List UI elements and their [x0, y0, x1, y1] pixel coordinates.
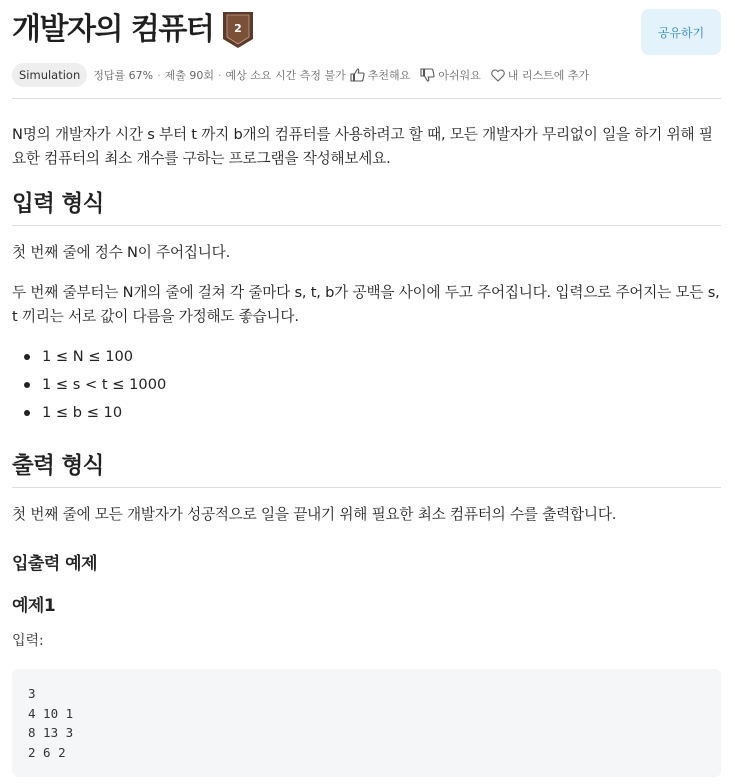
- category-tag[interactable]: Simulation: [12, 63, 87, 87]
- constraints-list: [12, 343, 721, 427]
- add-to-list-label: 내 리스트에 추가: [507, 69, 590, 82]
- title-row: [12, 10, 255, 50]
- add-to-list-button[interactable]: [491, 67, 589, 83]
- examples-heading: 입출력 예제: [12, 554, 98, 574]
- like-label: 추천해요: [367, 69, 411, 82]
- input-format-line2: 두 번째 줄부터는 N개의 줄에 걸쳐 각 줄마다 s, t, b가 공백을 사이에 두고 주어집니다. 입력으로 주어지는 모든 s, t 끼리는 서로 값이 다름을 가정해도 좋습니다.: [12, 284, 720, 325]
- dislike-button[interactable]: [420, 67, 481, 83]
- problem-description: N명의 개발자가 시간 s 부터 t 까지 b개의 컴퓨터를 사용하려고 할 때, 모든 개발자가 무리없이 일을 하기 위해 필요한 컴퓨터의 최소 개수를 구하는 프로그램을 작성해보세요.: [12, 126, 713, 167]
- header-divider: [12, 98, 721, 99]
- tier-badge: [221, 10, 255, 50]
- example1-input-code[interactable]: 3 4 10 1 8 13 3 2 6 2: [12, 669, 721, 777]
- tier-badge-icon: [221, 10, 255, 50]
- input-format-heading: 입력 형식: [12, 189, 721, 226]
- tier-number: 2: [234, 22, 243, 35]
- input-format-line1: 첫 번째 줄에 정수 N이 주어집니다.: [12, 244, 231, 261]
- meta-separator: ·: [217, 68, 222, 82]
- problem-header: [12, 0, 721, 62]
- share-button[interactable]: 공유하기: [641, 9, 721, 55]
- constraint-item: 1 ≤ N ≤ 100: [42, 343, 721, 371]
- constraint-item: 1 ≤ b ≤ 10: [42, 399, 721, 427]
- like-button[interactable]: [350, 67, 411, 83]
- accuracy-rate: 정답률 67%: [93, 69, 154, 82]
- time-estimate: 예상 소요 시간 측정 불가: [225, 69, 346, 82]
- submission-count: 제출 90회: [164, 69, 214, 82]
- meta-separator: ·: [157, 68, 161, 82]
- problem-meta: [12, 62, 721, 88]
- heart-icon: [491, 69, 505, 82]
- thumbs-down-icon: [420, 68, 435, 82]
- dislike-label: 아쉬워요: [438, 69, 481, 82]
- thumbs-up-icon: [350, 68, 365, 82]
- output-format-text: 첫 번째 줄에 모든 개발자가 성공적으로 일을 끝내기 위해 필요한 최소 컴퓨터의 수를 출력합니다.: [12, 506, 617, 523]
- output-format-heading: 출력 형식: [12, 451, 721, 488]
- example1-input-label: 입력:: [12, 633, 44, 649]
- example1-title: 예제1: [12, 596, 56, 616]
- constraint-item: 1 ≤ s < t ≤ 1000: [42, 371, 721, 399]
- problem-title: 개발자의 컴퓨터: [12, 12, 214, 47]
